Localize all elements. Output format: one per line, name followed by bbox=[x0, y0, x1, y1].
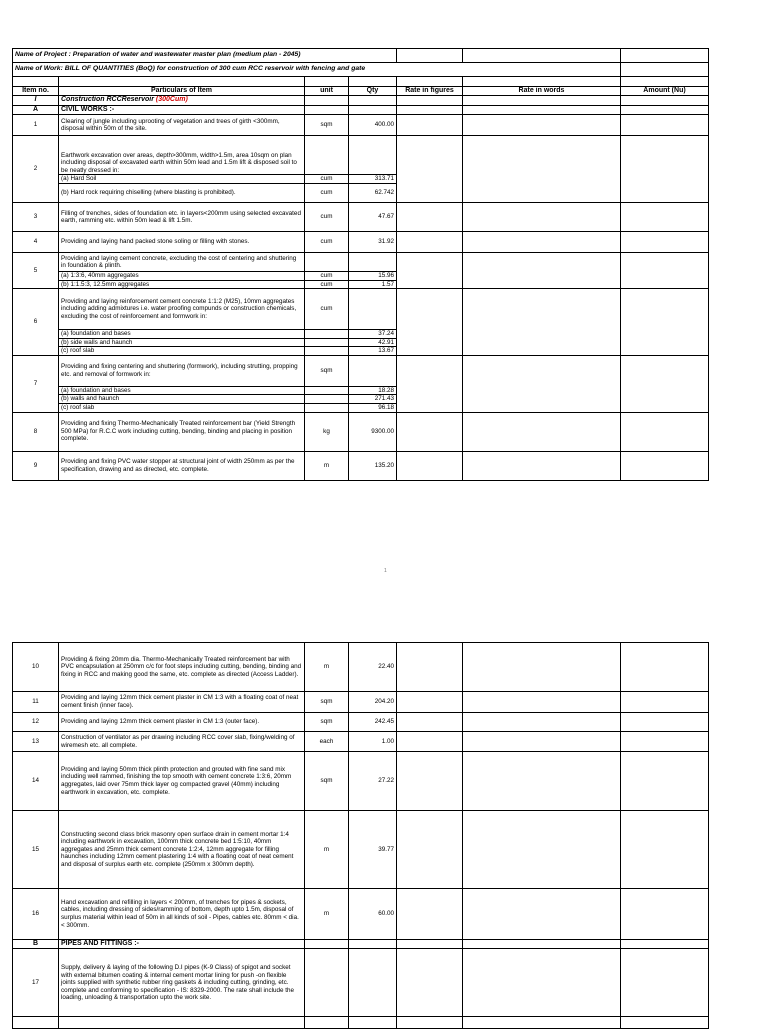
table-cell: Filling of trenches, sides of foundation etc. in layers<200mm using selected excavated earth, ramming etc. within 50m lead & lift 1.5m. bbox=[59, 203, 305, 232]
table-cell: Construction of ventilator as per drawing including RCC cover slab, fixing/welding of wiremesh etc. all complete. bbox=[59, 732, 305, 752]
table-cell: 15.96 bbox=[349, 272, 397, 281]
table-cell: cum bbox=[305, 280, 349, 289]
table-cell bbox=[463, 136, 621, 203]
page-marker: 1 bbox=[384, 568, 387, 574]
table-cell bbox=[463, 1017, 621, 1029]
table-cell bbox=[463, 949, 621, 1017]
table-cell bbox=[621, 412, 709, 451]
table-cell: cum bbox=[305, 289, 349, 330]
table-cell: (b) 1:1.5:3, 12.5mm aggregates bbox=[59, 280, 305, 289]
table-cell: Providing and fixing PVC water stopper at structural joint of width 250mm as per the specification, drawing and as directed, etc. complete. bbox=[59, 451, 305, 480]
table-row bbox=[13, 355, 709, 386]
table-cell bbox=[463, 713, 621, 732]
table-cell: (a) foundation and bases bbox=[59, 330, 305, 339]
table-cell bbox=[397, 811, 463, 889]
section-number: I bbox=[13, 96, 59, 105]
table-cell: 1 bbox=[13, 115, 59, 136]
table-row bbox=[13, 232, 709, 253]
table-row bbox=[13, 136, 709, 175]
table-cell: 6 bbox=[13, 289, 59, 356]
table-row bbox=[13, 451, 709, 480]
table-cell bbox=[397, 412, 463, 451]
table-cell: 42.91 bbox=[349, 338, 397, 347]
table-cell: 62.742 bbox=[349, 184, 397, 203]
table-cell bbox=[349, 289, 397, 330]
table-cell: 9 bbox=[13, 451, 59, 480]
table-row bbox=[13, 752, 709, 811]
table-cell: Clearing of jungle including uprooting of vegetation and trees of girth <300mm, disposal within 50m of the site. bbox=[59, 115, 305, 136]
table-cell bbox=[397, 77, 463, 87]
table-cell: (a) foundation and bases bbox=[59, 386, 305, 395]
table-row bbox=[13, 253, 709, 272]
table-row bbox=[13, 643, 709, 692]
table-row bbox=[13, 203, 709, 232]
table-row bbox=[13, 811, 709, 889]
section-number: A bbox=[13, 105, 59, 114]
table-cell bbox=[621, 49, 709, 63]
table-cell bbox=[13, 1017, 59, 1029]
table-cell: each bbox=[305, 732, 349, 752]
table-cell bbox=[397, 115, 463, 136]
table-cell: Providing and fixing centering and shuttering (formwork), including strutting, propping etc. and removal of formwork in: bbox=[59, 355, 305, 386]
table-cell: 13 bbox=[13, 732, 59, 752]
table-cell bbox=[463, 752, 621, 811]
table-cell bbox=[397, 253, 463, 289]
table-cell bbox=[621, 355, 709, 412]
table-cell bbox=[305, 105, 349, 114]
table-cell bbox=[305, 949, 349, 1017]
table-cell bbox=[463, 451, 621, 480]
table-cell: cum bbox=[305, 175, 349, 184]
table-cell bbox=[621, 451, 709, 480]
table-cell: (b) side walls and haunch bbox=[59, 338, 305, 347]
table-cell bbox=[397, 713, 463, 732]
table-cell bbox=[349, 940, 397, 949]
project-name: Name of Project : Preparation of water and wastewater master plan (medium plan - 2045) bbox=[13, 49, 397, 63]
header-rate-figures: Rate in figures bbox=[397, 87, 463, 96]
table-row bbox=[13, 289, 709, 330]
header-amount: Amount (Nu) bbox=[621, 87, 709, 96]
table-cell: 13.67 bbox=[349, 347, 397, 356]
table-cell bbox=[463, 355, 621, 412]
table-cell bbox=[621, 1017, 709, 1029]
table-cell bbox=[463, 643, 621, 692]
table-cell: m bbox=[305, 451, 349, 480]
table-cell: 18.28 bbox=[349, 386, 397, 395]
table-cell bbox=[397, 940, 463, 949]
table-cell bbox=[463, 940, 621, 949]
table-cell bbox=[397, 692, 463, 713]
table-cell: 271.43 bbox=[349, 395, 397, 404]
table-cell: Providing and laying hand packed stone soling or filling with stones. bbox=[59, 232, 305, 253]
table-cell bbox=[621, 889, 709, 940]
table-cell bbox=[397, 232, 463, 253]
table-cell: 31.92 bbox=[349, 232, 397, 253]
table-cell bbox=[397, 49, 463, 63]
table-cell: kg bbox=[305, 412, 349, 451]
table-cell bbox=[463, 115, 621, 136]
table-cell: (a) Hard Soil bbox=[59, 175, 305, 184]
section-number: B bbox=[13, 940, 59, 949]
table-cell bbox=[463, 289, 621, 356]
table-cell: sqm bbox=[305, 713, 349, 732]
table-cell bbox=[621, 940, 709, 949]
table-cell bbox=[621, 289, 709, 356]
table-cell bbox=[349, 355, 397, 386]
table-cell: 242.45 bbox=[349, 713, 397, 732]
table-cell: 9300.00 bbox=[349, 412, 397, 451]
table-cell bbox=[621, 77, 709, 87]
table-cell bbox=[397, 96, 463, 105]
table-cell: Providing and laying 50mm thick plinth protection and grouted with fine sand mix including well rammed, finishing the top smooth with cement concrete 1:3:6, 20mm aggregates, laid over 75mm thick layer og compacted gravel (40mm) including earthwork in excavation, etc. complete. bbox=[59, 752, 305, 811]
table-cell: Providing and laying cement concrete, excluding the cost of centering and shuttering in foundation & plinth. bbox=[59, 253, 305, 272]
table-cell bbox=[397, 203, 463, 232]
table-cell bbox=[397, 289, 463, 356]
table-cell bbox=[621, 232, 709, 253]
table-cell bbox=[349, 96, 397, 105]
table-cell: m bbox=[305, 811, 349, 889]
table-cell bbox=[463, 105, 621, 114]
table-cell bbox=[621, 643, 709, 692]
table-cell bbox=[621, 811, 709, 889]
table-cell: Supply, delivery & laying of the following D.I pipes (K-9 Class) of spigot and socket with external bitumen coating & internal cement mortar lining for push -on flexible joints supplied with synthetic rubber ring gaskets & including cutting, grinding, etc. complete and conforming to specification - IS: 8329-2000. The rate shall include the loading, unloading & transportation upto the work site. bbox=[59, 949, 305, 1017]
table-cell: 11 bbox=[13, 692, 59, 713]
table-cell bbox=[305, 395, 349, 404]
table-row bbox=[13, 949, 709, 1017]
table-cell: sqm bbox=[305, 752, 349, 811]
table-cell bbox=[349, 949, 397, 1017]
table-row bbox=[13, 692, 709, 713]
table-cell: cum bbox=[305, 184, 349, 203]
table-cell bbox=[397, 889, 463, 940]
table-cell: sqm bbox=[305, 692, 349, 713]
table-cell: Providing and fixing Thermo-Mechanically Treated reinforcement bar (Yield Strength 500 MPa) for R.C.C work including cutting, bending, binding and placing in position complete. bbox=[59, 412, 305, 451]
table-cell: cum bbox=[305, 203, 349, 232]
section-title: CIVIL WORKS :- bbox=[59, 105, 305, 114]
table-cell: 22.40 bbox=[349, 643, 397, 692]
table-cell bbox=[621, 63, 709, 77]
table-cell bbox=[397, 949, 463, 1017]
table-cell bbox=[349, 105, 397, 114]
table-cell: 39.77 bbox=[349, 811, 397, 889]
table-cell: (c) roof slab bbox=[59, 404, 305, 413]
table-cell: Providing and laying reinforcement cement concrete 1:1:2 (M25), 10mm aggregates including adding admixtures i.e. water proofing compunds or construction chemicals, excluding the cost of reinforcement and formwork in: bbox=[59, 289, 305, 330]
table-cell bbox=[463, 732, 621, 752]
header-particulars: Particulars of Item bbox=[59, 87, 305, 96]
table-cell bbox=[349, 1017, 397, 1029]
table-cell: (c) roof slab bbox=[59, 347, 305, 356]
table-cell: cum bbox=[305, 272, 349, 281]
table-cell bbox=[621, 732, 709, 752]
table-cell bbox=[305, 404, 349, 413]
header-rate-words: Rate in words bbox=[463, 87, 621, 96]
table-cell: 47.67 bbox=[349, 203, 397, 232]
table-cell bbox=[13, 77, 59, 87]
table-cell: 400.00 bbox=[349, 115, 397, 136]
section-title: Construction RCCReservoir (300Cum) bbox=[59, 96, 305, 105]
table-cell bbox=[305, 253, 349, 272]
table-cell bbox=[463, 889, 621, 940]
header-unit: unit bbox=[305, 87, 349, 96]
table-cell: 15 bbox=[13, 811, 59, 889]
table-cell: Providing and laying 12mm thick cement plaster in CM 1:3 with a floating coat of neat cement finish (inner face). bbox=[59, 692, 305, 713]
table-cell: 14 bbox=[13, 752, 59, 811]
table-cell: m bbox=[305, 643, 349, 692]
table-cell bbox=[621, 949, 709, 1017]
table-row bbox=[13, 713, 709, 732]
table-cell bbox=[305, 77, 349, 87]
table-cell bbox=[305, 136, 349, 175]
table-cell: 4 bbox=[13, 232, 59, 253]
table-cell: 16 bbox=[13, 889, 59, 940]
table-cell bbox=[59, 77, 305, 87]
table-cell: 7 bbox=[13, 355, 59, 412]
table-cell: 60.00 bbox=[349, 889, 397, 940]
table-cell bbox=[463, 96, 621, 105]
table-cell bbox=[463, 692, 621, 713]
table-cell bbox=[59, 1017, 305, 1029]
table-cell bbox=[305, 1017, 349, 1029]
table-cell bbox=[621, 752, 709, 811]
boq-table-page-2 bbox=[12, 642, 709, 1029]
table-cell bbox=[349, 77, 397, 87]
table-cell: 2 bbox=[13, 136, 59, 203]
header-qty: Qty bbox=[349, 87, 397, 96]
table-cell bbox=[397, 105, 463, 114]
table-cell: 8 bbox=[13, 412, 59, 451]
table-cell bbox=[349, 136, 397, 175]
table-cell bbox=[463, 232, 621, 253]
table-cell bbox=[463, 49, 621, 63]
table-cell: Providing & fixing 20mm dia. Thermo-Mechanically Treated reinforcement bar with PVC encapsulation at 250mm c/c for foot steps including cutting, bending, binding and fixing in RCC and making good the same, etc. complete as directed (Access Ladder). bbox=[59, 643, 305, 692]
table-cell: 37.24 bbox=[349, 330, 397, 339]
table-cell bbox=[621, 713, 709, 732]
table-cell bbox=[305, 347, 349, 356]
work-name: Name of Work: BILL OF QUANTITIES (BoQ) for construction of 300 cum RCC reservoir with fencing and gate bbox=[13, 63, 621, 77]
table-cell bbox=[621, 136, 709, 203]
table-cell bbox=[463, 811, 621, 889]
table-cell bbox=[397, 643, 463, 692]
table-cell bbox=[397, 752, 463, 811]
table-cell bbox=[349, 253, 397, 272]
table-cell bbox=[621, 253, 709, 289]
table-cell bbox=[463, 253, 621, 289]
section-title: PIPES AND FITTINGS :- bbox=[59, 940, 305, 949]
table-cell: 204.20 bbox=[349, 692, 397, 713]
table-cell: Earthwork excavation over areas, depth>300mm, width>1.5m, area 10sqm on plan including disposal of excavated earth within 50m lead and 1.5m lift & disposed soil to be neatly dressed in: bbox=[59, 136, 305, 175]
table-cell bbox=[621, 115, 709, 136]
table-cell: (b) walls and haunch bbox=[59, 395, 305, 404]
table-cell bbox=[397, 451, 463, 480]
table-cell bbox=[397, 1017, 463, 1029]
table-cell bbox=[305, 330, 349, 339]
table-cell: sqm bbox=[305, 115, 349, 136]
table-cell bbox=[397, 136, 463, 203]
table-cell bbox=[305, 940, 349, 949]
table-cell: cum bbox=[305, 232, 349, 253]
table-cell: 313.71 bbox=[349, 175, 397, 184]
table-cell: (b) Hard rock requiring chiselling (where blasting is prohibited). bbox=[59, 184, 305, 203]
table-cell: 3 bbox=[13, 203, 59, 232]
table-cell: 5 bbox=[13, 253, 59, 289]
table-cell: sqm bbox=[305, 355, 349, 386]
table-cell: 12 bbox=[13, 713, 59, 732]
table-cell: 135.20 bbox=[349, 451, 397, 480]
table-cell bbox=[621, 105, 709, 114]
table-cell: Hand excavation and refilling in layers < 200mm, of trenches for pipes & sockets, cables, including dressing of sides/ramming of bottom, depth upto 1.5m, disposal of surplus material within lead of 50m in all kinds of soil - Pipes, cables etc. 80mm < dia. < 300mm. bbox=[59, 889, 305, 940]
table-row bbox=[13, 115, 709, 136]
table-cell bbox=[305, 96, 349, 105]
table-cell bbox=[621, 203, 709, 232]
boq-table-page-1 bbox=[12, 48, 709, 481]
table-cell bbox=[397, 732, 463, 752]
header-item-no: Item no. bbox=[13, 87, 59, 96]
table-row bbox=[13, 889, 709, 940]
section-capacity: (300Cum) bbox=[155, 96, 188, 104]
table-cell: 1.00 bbox=[349, 732, 397, 752]
table-cell bbox=[463, 203, 621, 232]
table-cell: Constructing second class brick masonry open surface drain in cement mortar 1:4 including earthwork in excavation, 100mm thick concrete bed 1:5:10, 40mm aggregates and 25mm thick cement concrete 1:2:4, 12mm aggregate for filling haunches including 12mm cement plastering 1:4 with a floating coat of neat cement and disposal of surplus earth etc. complete (250mm x 300mm depth). bbox=[59, 811, 305, 889]
table-row bbox=[13, 412, 709, 451]
table-cell: Providing and laying 12mm thick cement plaster in CM 1:3 (outer face). bbox=[59, 713, 305, 732]
table-cell: 10 bbox=[13, 643, 59, 692]
table-cell bbox=[305, 386, 349, 395]
table-cell bbox=[463, 77, 621, 87]
table-cell: 27.22 bbox=[349, 752, 397, 811]
table-cell bbox=[621, 96, 709, 105]
table-cell: m bbox=[305, 889, 349, 940]
table-cell: 17 bbox=[13, 949, 59, 1017]
table-row bbox=[13, 732, 709, 752]
table-cell: (a) 1:3:6, 40mm aggregates bbox=[59, 272, 305, 281]
table-cell bbox=[621, 692, 709, 713]
table-cell: 1.57 bbox=[349, 280, 397, 289]
table-cell bbox=[397, 355, 463, 412]
table-cell bbox=[305, 338, 349, 347]
table-cell bbox=[463, 412, 621, 451]
table-cell: 96.18 bbox=[349, 404, 397, 413]
